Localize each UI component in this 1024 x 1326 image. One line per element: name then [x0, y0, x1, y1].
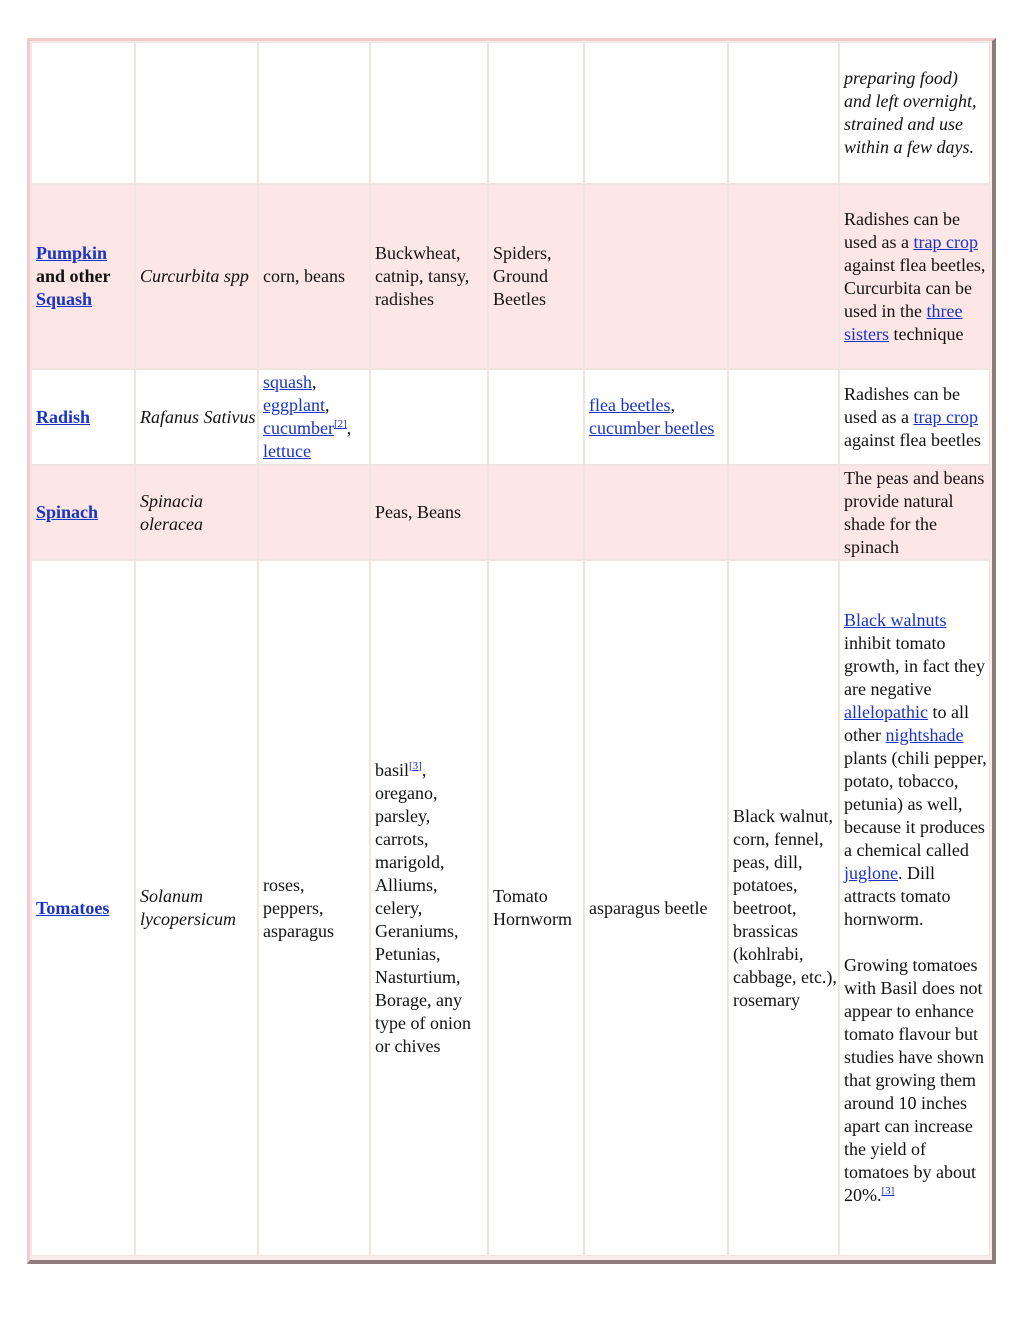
three-sisters-link[interactable]: three sisters	[844, 300, 963, 344]
cell-repels	[584, 184, 728, 369]
cell-attracts	[488, 42, 584, 184]
cell-attracts	[488, 560, 584, 1256]
cell-avoid	[728, 184, 839, 369]
lettuce-link[interactable]: lettuce	[263, 441, 311, 461]
cell-helped-by	[370, 465, 488, 560]
table-row-radish	[31, 369, 990, 465]
notes-text: technique	[889, 323, 964, 344]
reference-link[interactable]: [3]	[881, 1185, 895, 1197]
notes-text: inhibit tomato growth, in fact they are negative	[844, 633, 985, 699]
juglone-link[interactable]: juglone	[844, 863, 898, 883]
cell-avoid	[728, 369, 839, 465]
cell-avoid	[728, 465, 839, 560]
reference-link[interactable]: [2]	[333, 418, 347, 430]
cell-notes	[839, 560, 990, 1256]
notes-text: against flea beetles, Curcurbita can be used in the	[844, 254, 986, 321]
scientific-name: Curcurbita spp	[140, 266, 249, 286]
cell-attracts	[488, 369, 584, 465]
cell-scientific	[135, 42, 258, 184]
attracts-text: Tomato Hornworm	[493, 886, 572, 929]
helps-text: roses, peppers, asparagus	[263, 874, 334, 941]
cell-notes	[839, 42, 990, 184]
tomatoes-link[interactable]: Tomatoes	[36, 897, 110, 918]
table-row-tomatoes	[31, 560, 990, 1256]
cell-repels: flea beetles, cucumber beetles	[584, 369, 728, 465]
cell-notes	[839, 184, 990, 369]
cell-plant	[31, 465, 135, 560]
spinach-link[interactable]: Spinach	[36, 502, 99, 522]
black-walnuts-link[interactable]: Black walnuts	[844, 610, 947, 630]
helped-by-text: Buckwheat, catnip, tansy, radishes	[375, 243, 470, 309]
table-row-pumpkin	[31, 184, 990, 369]
trap-crop-link[interactable]: trap crop	[913, 406, 978, 427]
notes-text: to all other	[844, 702, 969, 745]
table-row-spinach	[31, 465, 990, 560]
notes-text: . Dill attracts tomato hornworm.	[844, 863, 951, 929]
notes-text: Growing tomatoes with Basil does not appear to enhance tomato flavour but studies have shown that growing them around 10 inches apart can increase the yield of tomatoes by about 20%.	[844, 955, 984, 1205]
avoid-text: Black walnut, corn, fennel, peas, dill, potatoes, beetroot, brassicas (kohlrabi, cabbage, etc.), rosemary	[733, 805, 837, 1010]
scientific-name: Solanum lycopersicum	[140, 886, 236, 929]
flea-beetles-link[interactable]: flea beetles	[589, 395, 671, 415]
scientific-name: Rafanus Sativus	[140, 406, 256, 427]
cucumber-link[interactable]: cucumber	[263, 418, 334, 438]
cell-helps	[258, 560, 370, 1256]
table-row-continuation	[31, 42, 990, 184]
cell-helps	[258, 184, 370, 369]
cell-helps	[258, 465, 370, 560]
helped-by-text: Peas, Beans	[375, 502, 461, 522]
reference-link[interactable]: [3]	[409, 759, 422, 772]
cell-plant	[31, 42, 135, 184]
squash-link[interactable]: squash	[263, 372, 312, 392]
trap-crop-link[interactable]: trap crop	[913, 231, 978, 252]
cell-plant	[31, 369, 135, 465]
cell-helped-by	[370, 369, 488, 465]
cell-helped-by	[370, 560, 488, 1256]
cell-attracts	[488, 465, 584, 560]
paragraph-break	[844, 931, 989, 954]
attracts-text: Spiders, Ground Beetles	[493, 243, 552, 309]
helped-by-text: basil	[375, 759, 409, 780]
radish-link[interactable]: Radish	[36, 406, 91, 427]
helps-text: corn, beans	[263, 266, 345, 286]
cell-repels	[584, 560, 728, 1256]
helped-by-text: , oregano, parsley, carrots, marigold, Alliums, celery, Geraniums, Petunias, Nasturtium, Borage, any type of onion or chives	[375, 759, 471, 1056]
companion-planting-table	[31, 42, 990, 1256]
cell-helps: squash, eggplant, cucumber[2], lettuce	[258, 369, 370, 465]
notes-text: plants (chili pepper, potato, tobacco, petunia) as well, because it produces a chemical called	[844, 748, 987, 860]
cell-attracts	[488, 184, 584, 369]
cell-repels	[584, 465, 728, 560]
cell-plant	[31, 184, 135, 369]
pumpkin-link[interactable]: Pumpkin	[36, 243, 108, 263]
cell-helps	[258, 42, 370, 184]
repels-text: asparagus beetle	[589, 897, 708, 918]
notes-text: The peas and beans provide natural shade for the spinach	[844, 467, 985, 557]
cell-helped-by	[370, 42, 488, 184]
cell-scientific	[135, 465, 258, 560]
cell-plant	[31, 560, 135, 1256]
cell-notes	[839, 369, 990, 465]
cell-scientific	[135, 560, 258, 1256]
cucumber-beetles-link[interactable]: cucumber beetles	[589, 418, 715, 438]
allelopathic-link[interactable]: allelopathic	[844, 702, 928, 722]
notes-text: preparing food) and left overnight, strained and use within a few days.	[844, 68, 977, 157]
notes-text: Radishes can be used as a	[844, 383, 960, 427]
cell-avoid	[728, 560, 839, 1256]
cell-helped-by	[370, 184, 488, 369]
cell-avoid	[728, 42, 839, 184]
notes-text: against flea beetles	[844, 429, 981, 450]
scientific-name: Spinacia oleracea	[140, 490, 203, 534]
cell-notes	[839, 465, 990, 560]
eggplant-link[interactable]: eggplant	[263, 395, 325, 415]
notes-text: Radishes can be used as a	[844, 208, 960, 252]
nightshade-link[interactable]: nightshade	[885, 725, 964, 745]
cell-scientific	[135, 369, 258, 465]
plant-name-text: and other	[36, 266, 111, 286]
squash-link[interactable]: Squash	[36, 289, 93, 309]
cell-scientific	[135, 184, 258, 369]
cell-repels	[584, 42, 728, 184]
